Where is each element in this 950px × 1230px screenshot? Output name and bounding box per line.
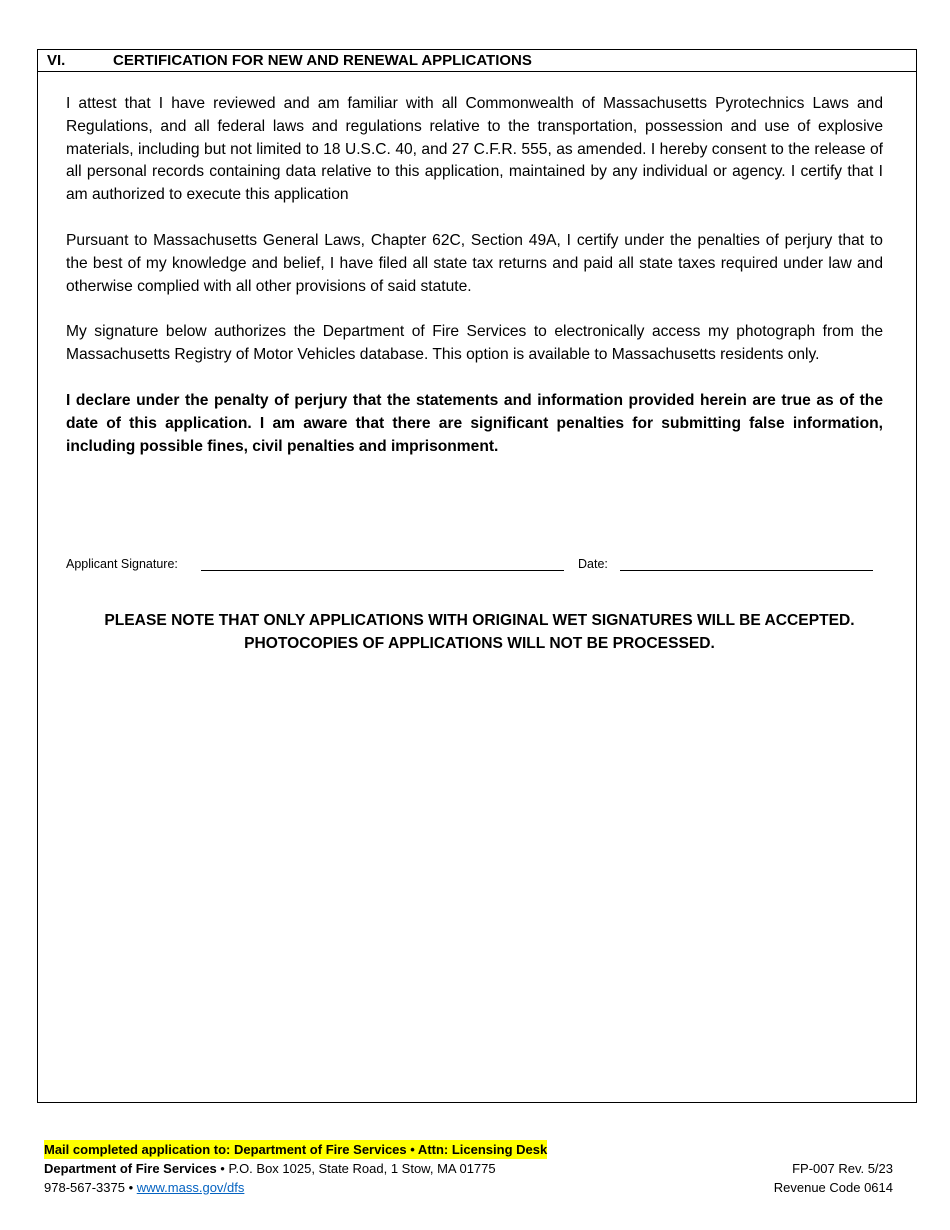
tax-compliance-paragraph: Pursuant to Massachusetts General Laws, Chapter 62C, Section 49A, I certify under the penalties of perjury that to the best of my knowledge and belief, I have filed all state tax returns and paid all state taxes required under law and otherwise complied with all other provisions of said statute.	[66, 231, 883, 295]
form-revision: FP-007 Rev. 5/23	[792, 1161, 893, 1176]
certification-section	[37, 49, 917, 1103]
department-name: Department of Fire Services	[44, 1161, 217, 1176]
section-number: VI.	[47, 52, 66, 69]
section-header	[38, 50, 916, 72]
address: • P.O. Box 1025, State Road, 1 Stow, MA 01775	[216, 1161, 496, 1176]
notice-line-1: PLEASE NOTE THAT ONLY APPLICATIONS WITH ORIGINAL WET SIGNATURES WILL BE ACCEPTED.	[104, 612, 855, 629]
revenue-code: Revenue Code 0614	[773, 1180, 893, 1195]
footer-contact	[44, 1140, 644, 1197]
mail-instructions: Mail completed application to: Department of Fire Services • Attn: Licensing Desk	[44, 1142, 548, 1157]
date-field[interactable]	[620, 570, 873, 571]
photo-authorization-paragraph: My signature below authorizes the Department of Fire Services to electronically access my photograph from the Massachusetts Registry of Motor Vehicles database. This option is available to Massachusetts residents only.	[66, 323, 883, 364]
phone-website	[44, 1178, 644, 1197]
notice-line-2: PHOTOCOPIES OF APPLICATIONS WILL NOT BE PROCESSED.	[244, 635, 715, 652]
section-title: CERTIFICATION FOR NEW AND RENEWAL APPLICATIONS	[113, 52, 532, 69]
wet-signature-notice	[66, 609, 893, 655]
perjury-declaration: I declare under the penalty of perjury that the statements and information provided herein are true as of the date of this application. I am aware that there are significant penalties for submitting false information, including possible fines, civil penalties and imprisonment.	[66, 391, 883, 455]
website-link[interactable]: www.mass.gov/dfs	[136, 1180, 245, 1195]
certification-text	[66, 93, 883, 481]
applicant-signature-label: Applicant Signature:	[66, 557, 178, 571]
applicant-signature-field[interactable]	[201, 570, 564, 571]
form-identifiers	[774, 1159, 893, 1197]
date-label: Date:	[578, 557, 608, 571]
attestation-paragraph: I attest that I have reviewed and am familiar with all Commonwealth of Massachusetts Pyrotechnics Laws and Regulations, and all federal laws and regulations relative to the transportation, possession and use of explosive materials, including but not limited to 18 U.S.C. 40, and 27 C.F.R. 555, as amended. I hereby consent to the release of all personal records containing data relative to this application, maintained by any individual or agency. I certify that I am authorized to execute this application	[66, 95, 883, 204]
phone: 978-567-3375 •	[44, 1180, 137, 1195]
department-address	[44, 1159, 644, 1178]
